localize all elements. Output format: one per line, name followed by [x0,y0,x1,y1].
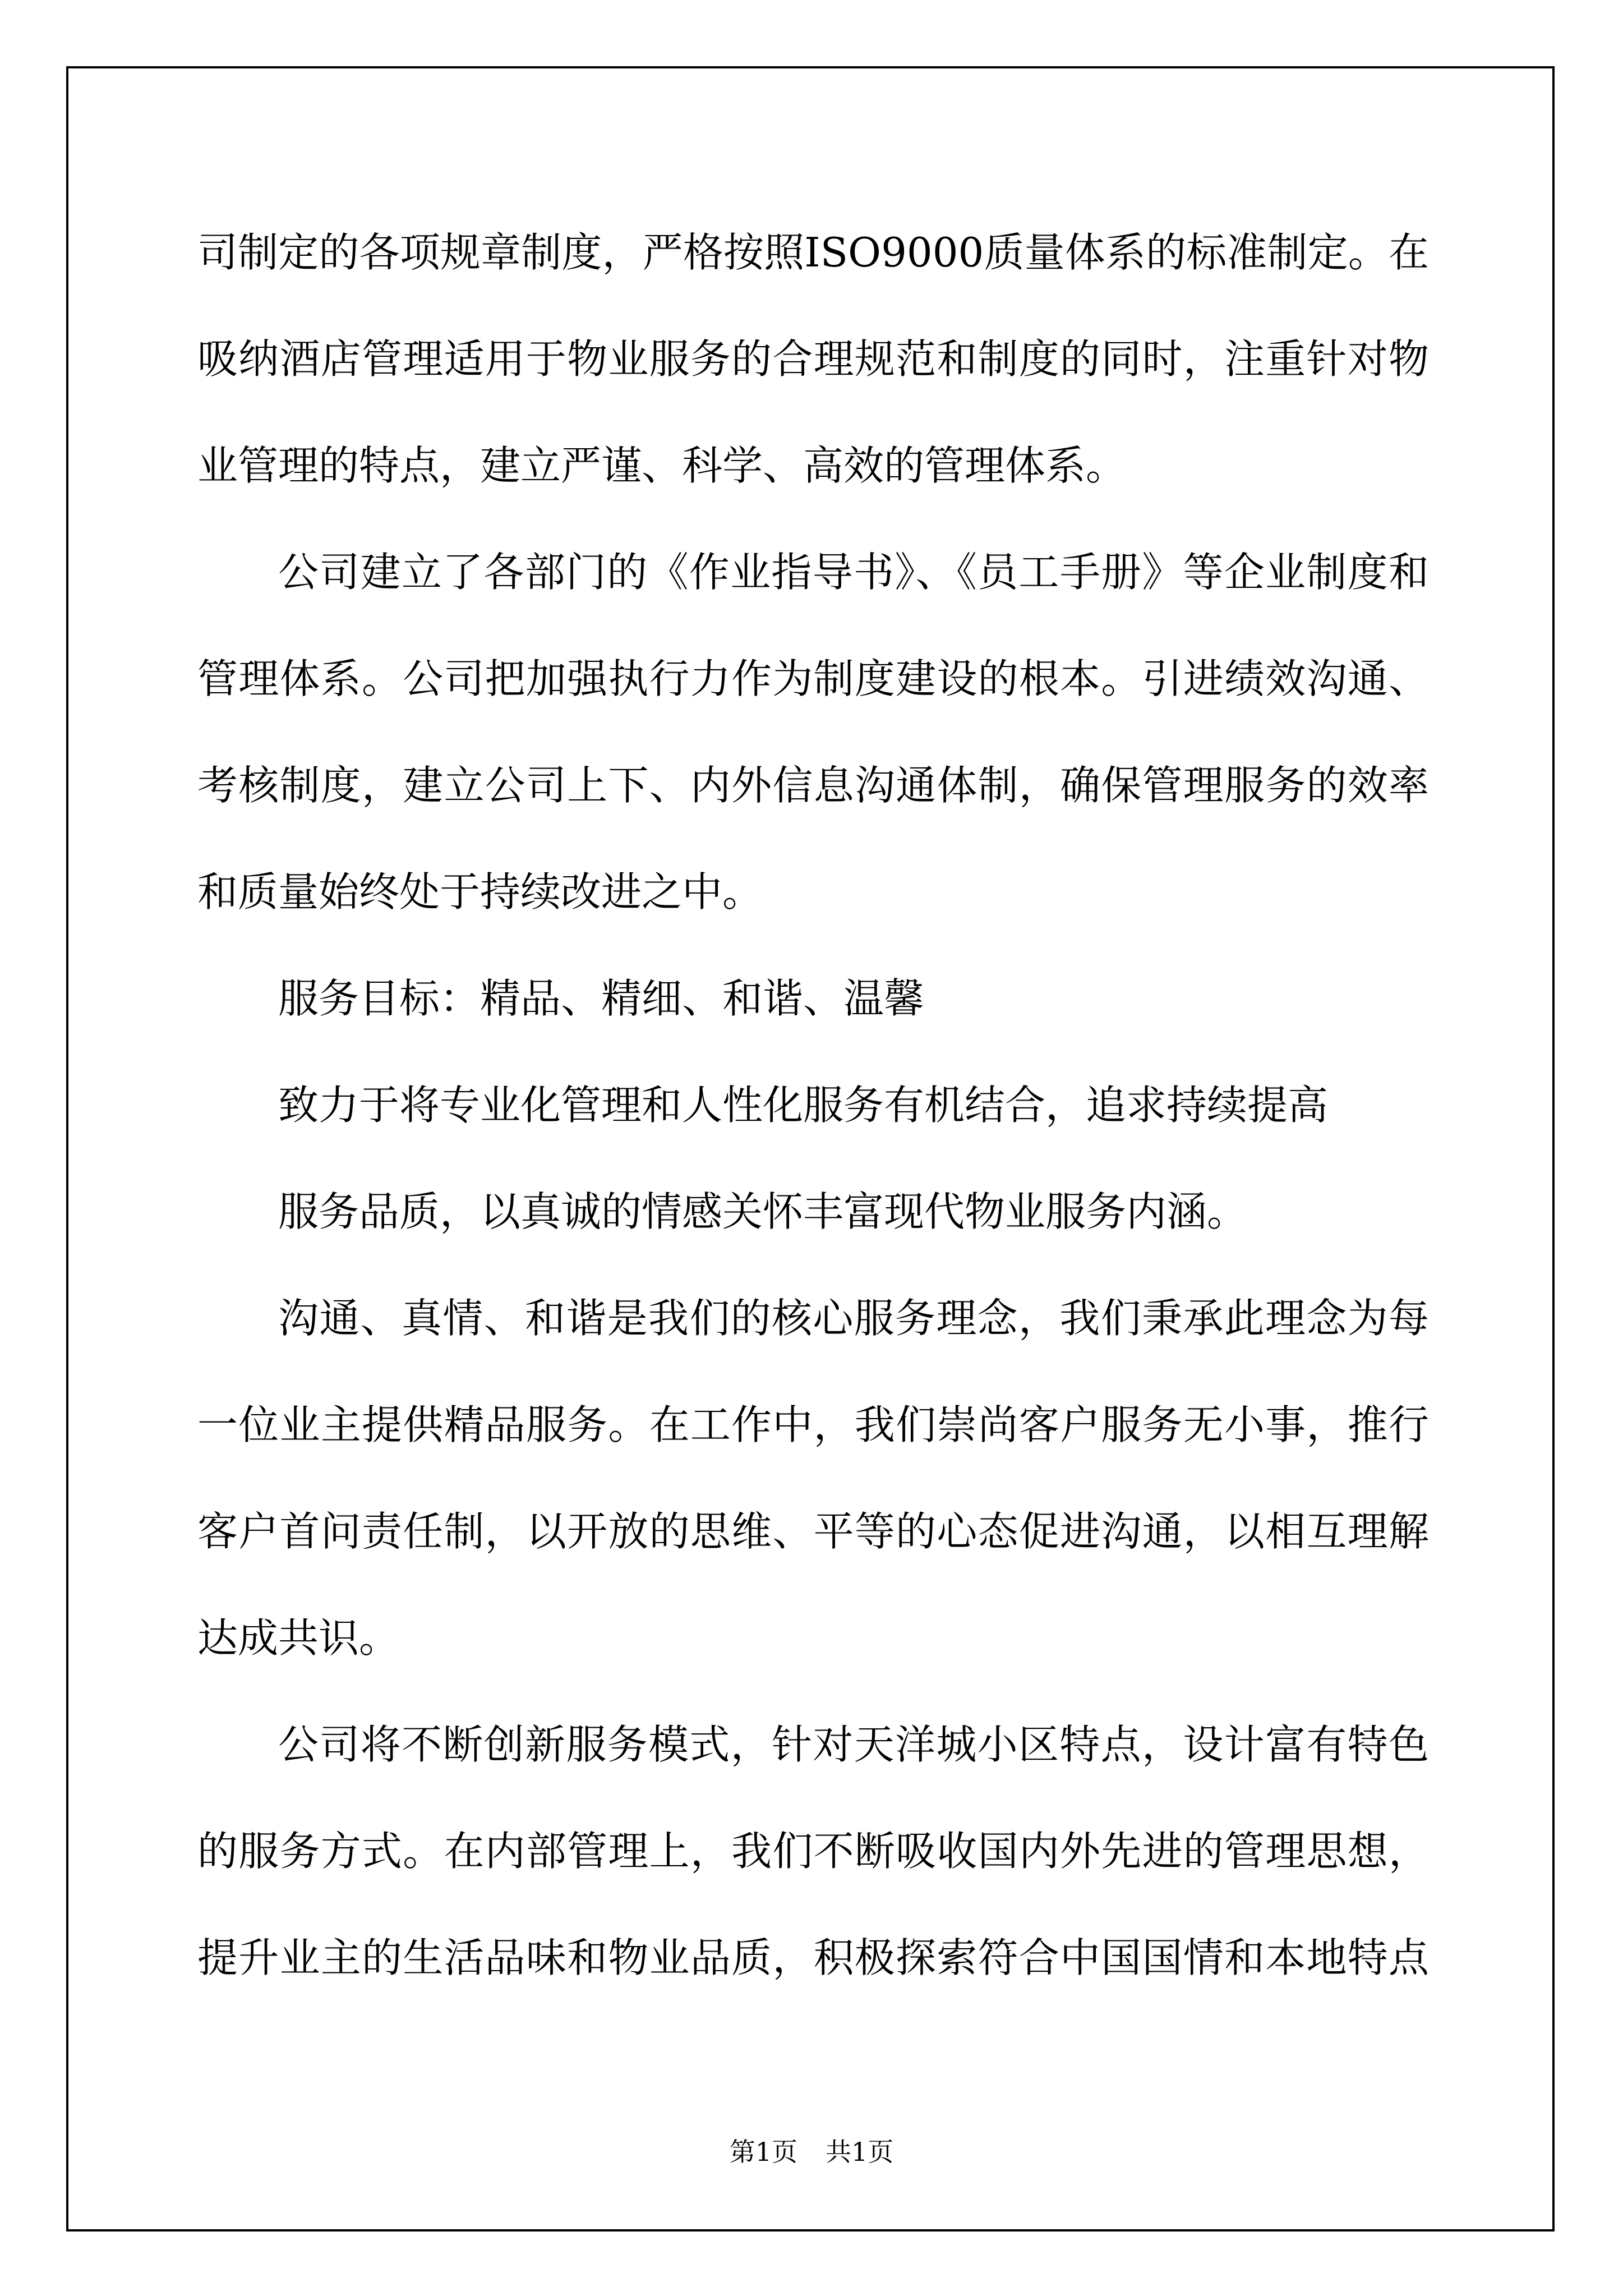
text-line: 服务目标：精品、精细、和谐、温馨 [278,975,925,1022]
page-footer [0,2132,1623,2169]
text-line: 考核制度，建立公司上下、内外信息沟通体制，确保管理服务的效率 [197,762,1429,809]
text-line: 达成共识。 [197,1614,400,1662]
text-line: 沟通、真情、和谐是我们的核心服务理念，我们秉承此理念为每 [278,1295,1429,1342]
page-number-total: 共1页 [826,2137,894,2167]
text-line: 客户首问责任制，以开放的思维、平等的心态促进沟通，以相互理解 [197,1508,1429,1555]
text-line: 致力于将专业化管理和人性化服务有机结合，追求持续提高 [278,1082,1329,1129]
text-line: 公司将不断创新服务模式，针对天洋城小区特点，设计富有特色 [278,1721,1429,1768]
text-line: 和质量始终处于持续改进之中。 [197,868,763,915]
text-line: 一位业主提供精品服务。在工作中，我们崇尚客户服务无小事，推行 [197,1401,1429,1448]
text-line: 管理体系。公司把加强执行力作为制度建设的根本。引进绩效沟通、 [197,655,1429,702]
text-line: 的服务方式。在内部管理上，我们不断吸收国内外先进的管理思想， [197,1828,1429,1875]
page-number-current: 第1页 [729,2137,797,2167]
text-line: 提升业主的生活品味和物业品质，积极探索符合中国国情和本地特点 [197,1934,1429,1981]
text-line: 公司建立了各部门的《作业指导书》、《员工手册》等企业制度和 [278,549,1429,596]
document-body [197,199,1429,2011]
text-line: 吸纳酒店管理适用于物业服务的合理规范和制度的同时，注重针对物 [197,335,1429,383]
text-line: 服务品质，以真诚的情感关怀丰富现代物业服务内涵。 [278,1188,1248,1235]
text-line: 司制定的各项规章制度，严格按照ISO9000质量体系的标准制定。在 [197,229,1429,276]
text-line: 业管理的特点，建立严谨、科学、高效的管理体系。 [197,442,1127,489]
